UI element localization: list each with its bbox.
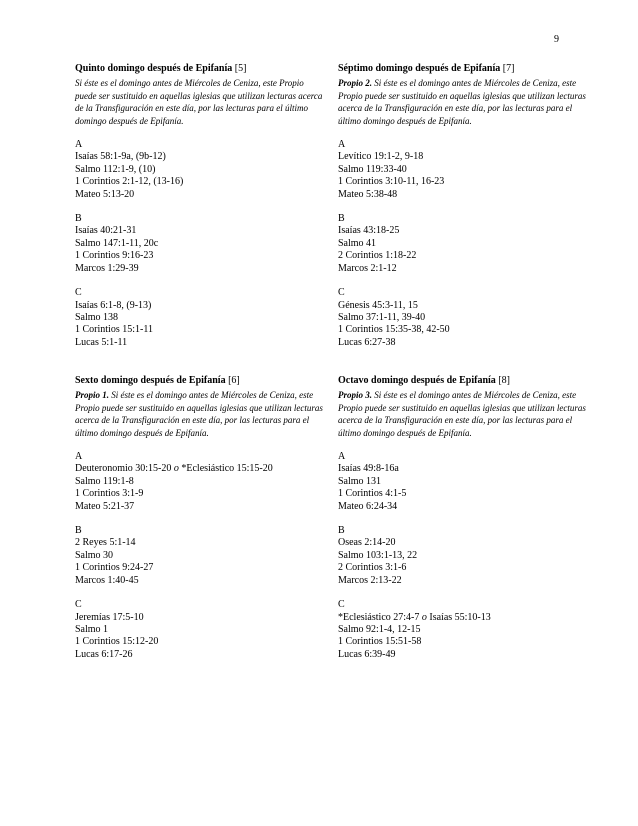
reading-line: 2 Corintios 3:1-6 [338, 562, 407, 574]
section-note [338, 77, 588, 127]
section-number: [6] [228, 375, 240, 386]
reading-line: Salmo 41 [338, 237, 377, 249]
reading-line: Salmo 103:1-13, 22 [338, 549, 418, 561]
reading-line: Isaías 58:1-9a, (9b-12) [75, 151, 166, 163]
reading-line: Jeremías 17:5-10 [75, 611, 144, 623]
year-letter: A [338, 451, 346, 463]
reading-line: 1 Corintios 3:10-11, 16-23 [338, 176, 445, 188]
reading-line: Lucas 6:27-38 [338, 336, 396, 348]
reading-alt: Isaías 55:10-13 [429, 611, 491, 623]
reading-group [338, 525, 588, 587]
reading-line: Salmo 92:1-4, 12-15 [338, 623, 421, 635]
section-number: [8] [498, 375, 510, 386]
reading-alt-conjunction: o [173, 463, 179, 475]
section-title [338, 63, 588, 75]
section-number: [5] [234, 63, 247, 74]
year-letter: C [338, 599, 345, 611]
reading-line: Lucas 5:1-11 [75, 336, 128, 348]
reading-line: Salmo 147:1-11, 20c [75, 237, 159, 249]
section-note [338, 389, 588, 439]
section-title-text: Quinto domingo después de Epifanía [75, 63, 233, 74]
reading-line: Salmo 112:1-9, (10) [75, 163, 156, 175]
reading-line: Salmo 119:1-8 [75, 475, 134, 487]
reading-line: Marcos 1:29-39 [75, 262, 139, 274]
section-sexto-domingo [75, 375, 325, 661]
section-note [75, 389, 325, 439]
section-quinto-domingo [75, 63, 325, 349]
section-title-text: Octavo domingo después de Epifanía [338, 375, 496, 386]
reading-line: 1 Corintios 4:1-5 [338, 488, 407, 500]
reading-alt-conjunction: o [421, 611, 427, 623]
reading-group [75, 139, 325, 201]
note-text: Si éste es el domingo antes de Miércoles de Ceniza, este Propio puede ser sustituido en aquellas iglesias que utilizan lecturas acerca de la Transfiguración en este día, por las lecturas para el último domingo después de Epifanía. [338, 78, 586, 126]
reading-group [338, 139, 588, 201]
reading-line: Isaías 49:8-16a [338, 463, 399, 475]
reading-line: 2 Corintios 1:18-22 [338, 250, 417, 262]
reading-group [75, 287, 325, 349]
reading-group [75, 213, 325, 275]
year-letter: B [338, 525, 345, 537]
reading-line: Salmo 1 [75, 623, 109, 635]
reading-line: Mateo 5:38-48 [338, 188, 398, 200]
reading-line: 1 Corintios 9:24-27 [75, 562, 154, 574]
section-title [75, 63, 325, 75]
section-septimo-domingo [338, 63, 588, 349]
reading-line: Isaías 40:21-31 [75, 225, 137, 237]
reading-line: Salmo 119:33-40 [338, 163, 407, 175]
reading-line: Lucas 6:39-49 [338, 648, 396, 660]
reading-group [338, 287, 588, 349]
year-letter: B [75, 525, 82, 537]
reading-line: Isaías 43:18-25 [338, 225, 400, 237]
reading-line: Salmo 37:1-11, 39-40 [338, 311, 426, 323]
reading-line: Mateo 6:24-34 [338, 500, 398, 512]
year-letter: C [75, 599, 82, 611]
note-text: Si éste es el domingo antes de Miércoles de Ceniza, este Propio puede ser sustituido en aquellas iglesias que utilizan lecturas acerca de la Transfiguración en este día, por las lecturas para el último domingo después de Epifanía. [75, 78, 323, 126]
propio-label: Propio 1. [75, 390, 110, 401]
section-number: [7] [502, 63, 515, 74]
page-number: 9 [554, 34, 559, 45]
reading-line: 1 Corintios 15:35-38, 42-50 [338, 324, 450, 336]
reading-line [338, 612, 588, 624]
section-title-text: Séptimo domingo después de Epifanía [338, 63, 501, 74]
year-letter: B [75, 213, 82, 225]
note-text: Si éste es el domingo antes de Miércoles de Ceniza, este Propio puede ser sustituido en aquellas iglesias que utilizan lecturas acerca de la Transfiguración en este día, por las lecturas para el último domingo después de Epifanía. [338, 390, 586, 438]
reading-line: Mateo 5:21-37 [75, 500, 135, 512]
section-note [75, 77, 325, 127]
reading-line: Marcos 2:13-22 [338, 574, 402, 586]
reading-line: 1 Corintios 2:1-12, (13-16) [75, 176, 184, 188]
reading-line: Isaías 6:1-8, (9-13) [75, 299, 152, 311]
year-letter: C [338, 287, 345, 299]
section-title [75, 375, 325, 387]
reading-line: Génesis 45:3-11, 15 [338, 299, 418, 311]
year-letter: A [75, 139, 83, 151]
reading-group [75, 525, 325, 587]
year-letter: A [338, 139, 346, 151]
reading-line: Marcos 2:1-12 [338, 262, 397, 274]
reading-group [75, 599, 325, 661]
year-letter: C [75, 287, 82, 299]
reading-line [75, 463, 325, 475]
reading-group [338, 451, 588, 513]
note-text: Si éste es el domingo antes de Miércoles de Ceniza, este Propio puede ser sustituido en aquellas iglesias que utilizan lecturas acerca de la Transfiguración en este día, por las lecturas para el último domingo después de Epifanía. [75, 390, 323, 438]
reading-main: Deuteronomio 30:15-20 [75, 463, 172, 475]
year-letter: A [75, 451, 83, 463]
reading-line: Lucas 6:17-26 [75, 648, 133, 660]
reading-main: *Eclesiástico 27:4-7 [338, 611, 420, 623]
reading-alt: *Eclesiástico 15:15-20 [181, 463, 273, 475]
reading-line: Salmo 131 [338, 475, 382, 487]
reading-line: 1 Corintios 3:1-9 [75, 488, 144, 500]
reading-group [75, 451, 325, 513]
reading-line: Marcos 1:40-45 [75, 574, 139, 586]
section-title [338, 375, 588, 387]
reading-line: Salmo 138 [75, 311, 119, 323]
reading-line: 2 Reyes 5:1-14 [75, 537, 136, 549]
reading-line: 1 Corintios 15:51-58 [338, 636, 422, 648]
year-letter: B [338, 213, 345, 225]
reading-line: 1 Corintios 15:1-11 [75, 324, 153, 336]
propio-label: Propio 3. [338, 390, 373, 401]
reading-line: Oseas 2:14-20 [338, 537, 396, 549]
reading-line: Salmo 30 [75, 549, 114, 561]
reading-line: Levítico 19:1-2, 9-18 [338, 151, 424, 163]
reading-line: 1 Corintios 9:16-23 [75, 250, 154, 262]
reading-line: Mateo 5:13-20 [75, 188, 135, 200]
propio-label: Propio 2. [338, 78, 373, 89]
section-title-text: Sexto domingo después de Epifanía [75, 375, 226, 386]
reading-group [338, 213, 588, 275]
reading-line: 1 Corintios 15:12-20 [75, 636, 159, 648]
reading-group [338, 599, 588, 661]
section-octavo-domingo [338, 375, 588, 661]
